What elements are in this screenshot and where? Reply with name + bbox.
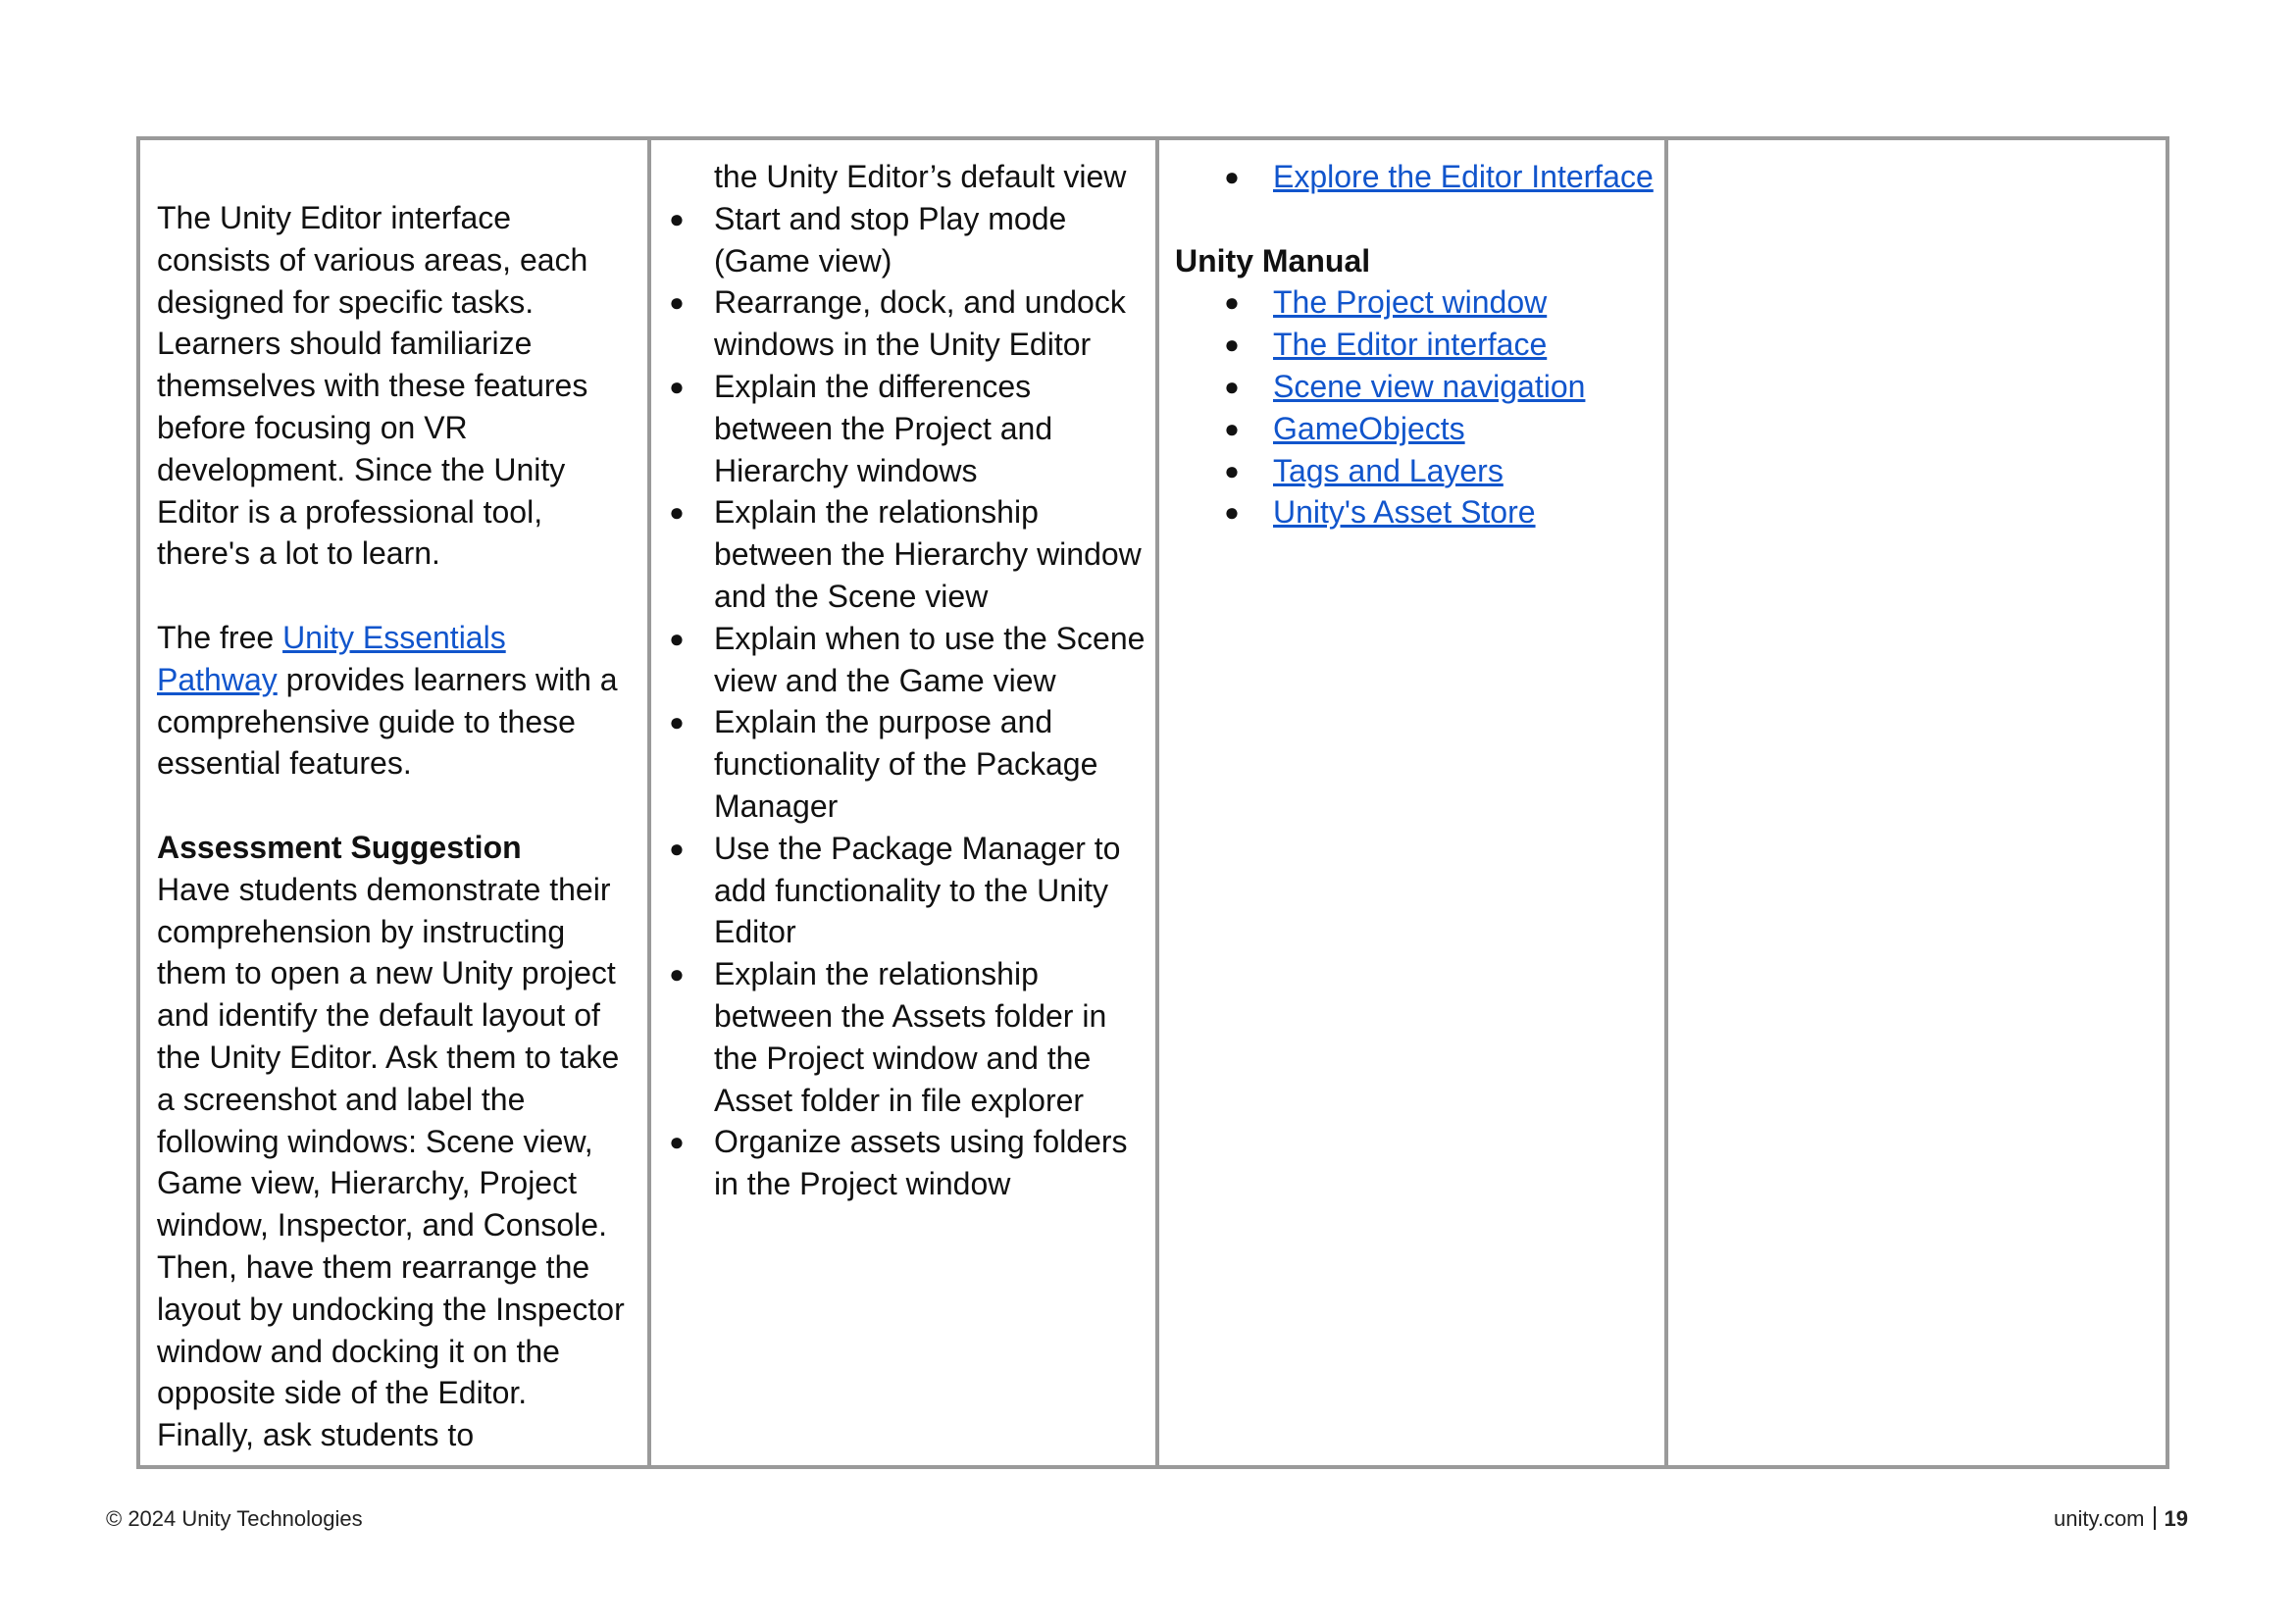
list-item [669,618,1149,702]
bullet-icon: ● [669,959,685,990]
list-item-text: Rearrange, dock, and undock windows in the Unity Editor [714,284,1126,363]
list-item-text: Explain the relationship between the Hierarchy window and the Scene view [714,494,1142,614]
bullet-icon: ● [1224,371,1240,401]
list-item-text: Organize assets using folders in the Project window [714,1124,1128,1202]
bullet-icon: ● [1224,455,1240,485]
list-item-text: Explain the purpose and functionality of the Package Manager [714,704,1098,824]
list-item [1224,324,1655,366]
list-item [669,281,1149,366]
assessment-heading: Assessment Suggestion [157,829,522,865]
list-item-text: Use the Package Manager to add functionality to the Unity Editor [714,830,1121,950]
empty-column [1664,140,2166,1465]
list-item [669,366,1149,491]
bullet-icon: ● [669,287,685,318]
list-item [669,1121,1149,1205]
list-item [669,701,1149,827]
assessment-paragraph: Have students demonstrate their comprehension by instructing them to open a new Unity project and identify the default layout of the Unity Editor. Ask them to take a screenshot and label the following windows: Scene view, Game view, Hierarchy, Project window, Inspector, and Console. Then, have them rearrange the layout by undocking the Inspector window and docking it on the opposite side of the Editor. Finally, ask students to [157,871,625,1453]
unity-essentials-pathway-link[interactable]: Unity Essentials Pathway [157,619,506,697]
resources-column [1155,140,1664,1465]
page-footer [2054,1506,2188,1532]
list-item [1224,491,1655,533]
objectives-list [669,198,1149,1205]
copyright-text: © 2024 Unity Technologies [106,1506,363,1531]
bullet-icon: ● [1224,330,1240,360]
bullet-icon: ● [1224,413,1240,443]
content-table [136,136,2169,1469]
list-item [1224,156,1655,198]
manual-links-list [1175,281,1655,533]
essentials-paragraph [157,617,632,785]
description-column [140,140,647,1465]
list-item [1224,281,1655,324]
bullet-icon: ● [669,371,685,401]
bullet-icon: ● [669,203,685,233]
top-links-list [1175,156,1655,198]
bullet-icon: ● [1224,162,1240,191]
list-item-text: Explain when to use the Scene view and the Game view [714,620,1146,698]
list-item [669,198,1149,282]
editor-interface-link[interactable]: The Editor interface [1273,327,1548,363]
list-item [1224,366,1655,408]
gameobjects-link[interactable]: GameObjects [1273,410,1465,446]
list-item [669,491,1149,617]
footer-divider [2154,1506,2156,1530]
intro-paragraph: The Unity Editor interface consists of various areas, each designed for specific tasks. Learners should familiarize themselves with these features before focusing on VR development. Since the Unity Editor is a professional tool, there's a lot to learn. [157,200,588,572]
explore-editor-interface-link[interactable]: Explore the Editor Interface [1273,159,1654,194]
objectives-column [647,140,1155,1465]
list-item [1224,450,1655,492]
list-item [669,828,1149,953]
bullet-icon: ● [669,623,685,653]
project-window-link[interactable]: The Project window [1273,284,1548,321]
list-item-text: Start and stop Play mode (Game view) [714,200,1067,279]
page-number: 19 [2164,1506,2188,1531]
unity-manual-heading: Unity Manual [1175,242,1371,279]
asset-store-link[interactable]: Unity's Asset Store [1273,494,1536,531]
continued-bullet-text: the Unity Editor’s default view [714,159,1127,194]
list-item-text: Explain the relationship between the Assets folder in the Project window and the Asset folder in file explorer [714,956,1107,1118]
list-item-text: Explain the differences between the Project and Hierarchy windows [714,368,1053,488]
tags-and-layers-link[interactable]: Tags and Layers [1273,452,1504,488]
bullet-icon: ● [669,497,685,528]
scene-view-navigation-link[interactable]: Scene view navigation [1273,368,1586,404]
essentials-suffix: provides learners with a comprehensive guide to these essential features. [157,661,618,782]
essentials-prefix: The free [157,619,283,655]
bullet-icon: ● [669,707,685,737]
site-link[interactable]: unity.com [2054,1506,2145,1531]
bullet-icon: ● [1224,497,1240,528]
list-item [669,953,1149,1121]
bullet-icon: ● [1224,287,1240,318]
bullet-icon: ● [669,833,685,863]
bullet-icon: ● [669,1127,685,1157]
list-item [1224,408,1655,450]
